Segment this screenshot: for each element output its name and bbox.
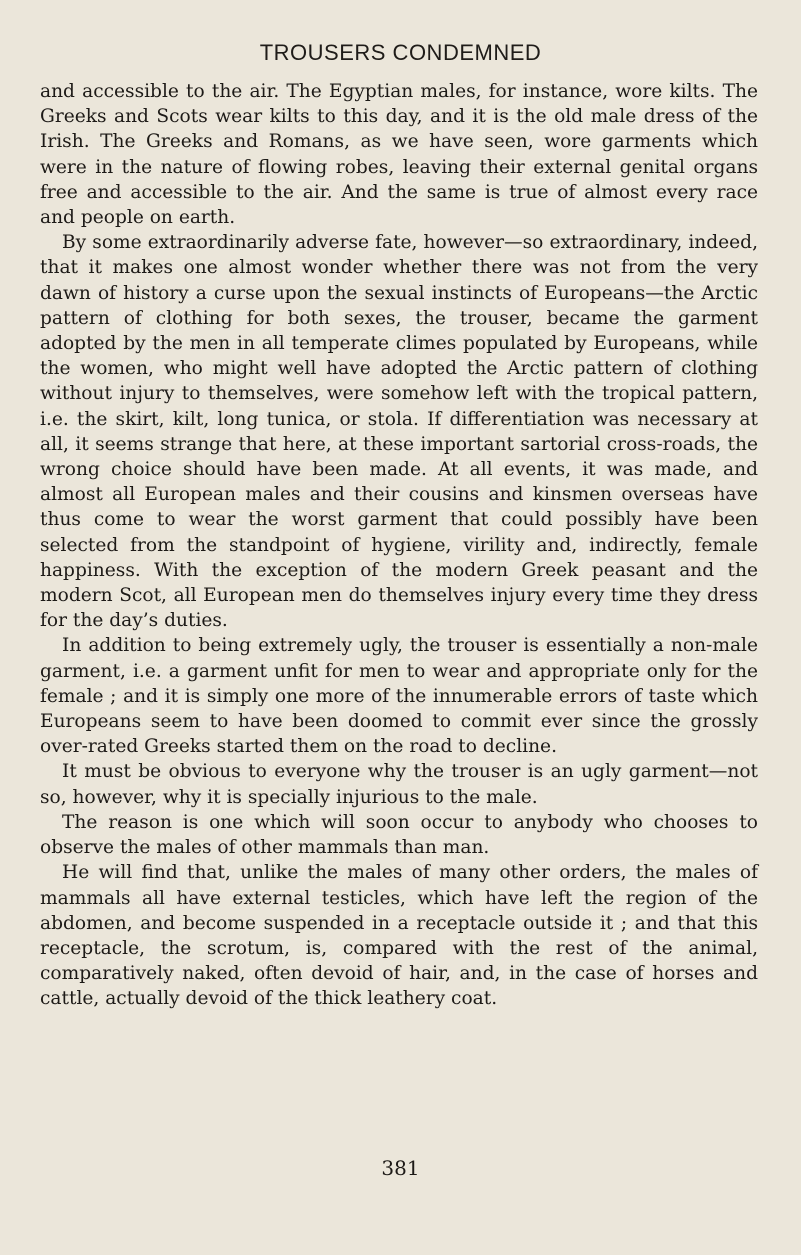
paragraph-6: He will find that, unlike the males of many other orders, the males of mammals all have external testicles, which have left the region of the abdomen, and become suspended in a receptacle outside it ; and that this receptacle, the scrotum, is, compared with the rest of the animal, comparatively naked, often devoid of hair, and, in the case of horses and cattle, actually devoid of the thick leathery coat. [40,862,758,1010]
running-head: TROUSERS CONDEMNED [259,40,542,65]
paragraph-1: and accessible to the air. The Egyptian males, for instance, wore kilts. The Greeks and Scots wear kilts to this day, and it is the old male dress of the Irish. The Greeks and Romans, as we have seen, wore garments which were in the nature of flowing robes, leaving their external genital organs free and accessible to the air. And the same is true of almost every race and people on earth. [40,81,758,229]
body-text [40,79,758,1012]
paragraph-5: The reason is one which will soon occur to anybody who chooses to observe the males of other mammals than man. [40,811,758,859]
paragraph-3: In addition to being extremely ugly, the trouser is essentially a non-male garment, i.e. a garment unfit for men to wear and appropriate only for the female ; and it is simply one more of the innumerable errors of taste which Europeans seem to have been doomed to commit ever since the grossly over-rated Greeks started them on the road to decline. [40,635,758,758]
paragraph-4: It must be obvious to everyone why the trouser is an ugly garment—not so, however, why it is specially injurious to the male. [40,761,758,808]
page-number: 381 [381,1156,420,1180]
paragraph-2: By some extraordinarily adverse fate, however—so extraordinary, indeed, that it makes one almost wonder whether there was not from the very dawn of history a curse upon the sexual instincts of Europeans—the Arctic pattern of clothing for both sexes, the trouser, became the garment adopted by the men in all temperate climes populated by Europeans, while the women, who might well have adopted the Arctic pattern of clothing without injury to themselves, were somehow left with the tropical pattern, i.e. the skirt, kilt, long tunica, or stola. If differentiation was necessary at all, it seems strange that here, at these important sartorial cross-roads, the wrong choice should have been made. At all events, it was made, and almost all European males and their cousins and kinsmen overseas have thus come to wear the worst garment that could possibly have been selected from the standpoint of hygiene, virility and, indirectly, female happiness. With the exception of the modern Greek peasant and the modern Scot, all European men do themselves injury every time they dress for the day’s duties. [40,232,758,632]
